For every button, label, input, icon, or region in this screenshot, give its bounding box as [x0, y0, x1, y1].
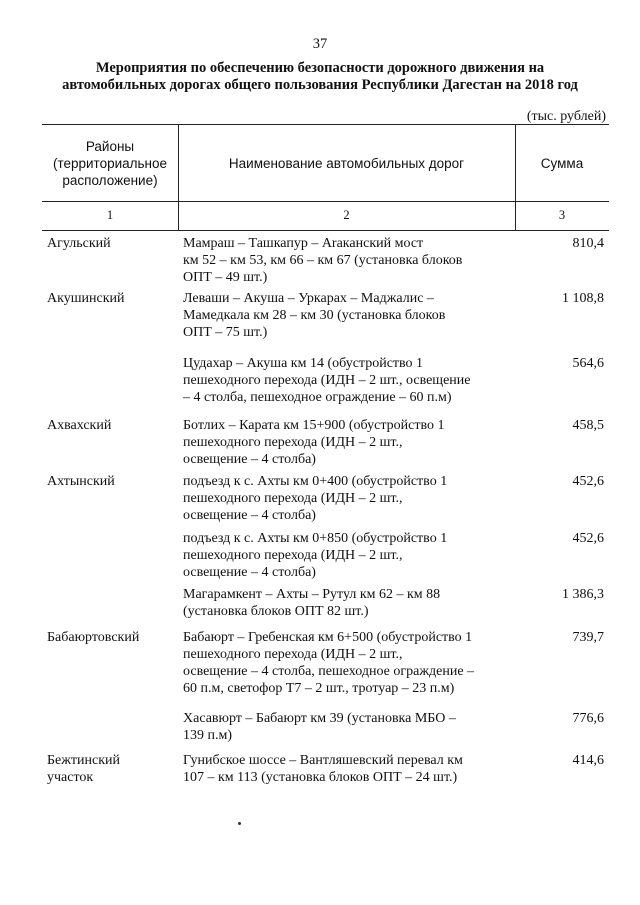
row-road-line: 60 п.м, светофор Т7 – 2 шт., тротуар – 23 п.м) — [183, 681, 455, 696]
row-sum: 776,6 — [572, 711, 604, 726]
header-districts-line: расположение) — [62, 173, 158, 188]
row-road-line: ОПТ – 49 шт.) — [183, 270, 268, 285]
header-districts-line: Районы — [85, 139, 135, 154]
column-number-3: 3 — [558, 208, 566, 222]
row-road-name — [183, 355, 518, 406]
row-road-line: освещение – 4 столба) — [183, 452, 316, 467]
row-road-name — [183, 530, 518, 581]
column-number-2: 2 — [343, 208, 350, 222]
header-districts — [42, 138, 178, 189]
row-road-line: подъезд к с. Ахты км 0+400 (обустройство 1 — [183, 474, 448, 489]
row-road-line: пешеходного перехода (ИДН – 2 шт., — [183, 491, 403, 506]
row-road-line: освещение – 4 столба, пешеходное ограждение – — [183, 664, 475, 679]
header-bottom-rule — [42, 201, 609, 202]
row-district — [47, 235, 175, 252]
row-district-line: Ахвахский — [47, 418, 112, 433]
row-district-line: Бабаюртовский — [47, 630, 140, 645]
row-sum: 414,6 — [572, 753, 604, 768]
row-road-line: подъезд к с. Ахты км 0+850 (обустройство 1 — [183, 531, 448, 546]
row-road-line: Мамедкала км 28 – км 30 (установка блоков — [183, 308, 446, 323]
row-road-line: пешеходного перехода (ИДН – 2 шт., — [183, 435, 403, 450]
row-sum: 810,4 — [572, 236, 604, 251]
row-road-line: Магарамкент – Ахты – Рутул км 62 – км 88 — [183, 587, 441, 602]
row-road-line: пешеходного перехода (ИДН – 2 шт., — [183, 647, 403, 662]
page-number: 37 — [312, 36, 328, 52]
row-road-name — [183, 290, 518, 341]
row-road-line: Мамраш – Ташкапур – Araканский мост — [183, 236, 424, 251]
row-district — [47, 417, 175, 434]
row-road-line: ОПТ – 75 шт.) — [183, 325, 268, 340]
table-top-rule — [42, 124, 609, 125]
document-title — [30, 60, 610, 94]
row-road-line: пешеходного перехода (ИДН – 2 шт., освещение — [183, 373, 471, 388]
row-road-name — [183, 473, 518, 524]
row-district — [47, 290, 175, 307]
row-district-line: Ахтынский — [47, 474, 115, 489]
row-road-line: Ботлих – Карата км 15+900 (обустройство 1 — [183, 418, 445, 433]
row-road-line: Хасавюрт – Бабаюрт км 39 (установка МБО – — [183, 711, 456, 726]
row-road-line: 139 п.м) — [183, 728, 233, 743]
numbering-bottom-rule — [42, 230, 609, 231]
row-road-line: пешеходного перехода (ИДН – 2 шт., — [183, 548, 403, 563]
header-road-name: Наименование автомобильных дорог — [228, 156, 465, 171]
title-line-2: автомобильных дорогах общего пользования Республики Дагестан на 2018 год — [62, 77, 578, 93]
row-sum: 458,5 — [572, 418, 604, 433]
row-road-line: 107 – км 113 (установка блоков ОПТ – 24 шт.) — [183, 770, 458, 785]
row-road-name — [183, 752, 518, 786]
header-districts-line: (территориальное — [52, 156, 168, 171]
row-road-line: Леваши – Акуша – Уркарах – Маджалис – — [183, 291, 434, 306]
row-road-line: (установка блоков ОПТ 82 шт.) — [183, 604, 369, 619]
row-road-name — [183, 710, 518, 744]
row-road-name — [183, 417, 518, 468]
row-district-line: Бежтинский — [47, 753, 121, 768]
row-road-name — [183, 629, 518, 697]
row-road-line: Цудахар – Акуша км 14 (обустройство 1 — [183, 356, 424, 371]
row-road-line: освещение – 4 столба) — [183, 508, 316, 523]
row-road-line: освещение – 4 столба) — [183, 565, 316, 580]
row-road-line: км 52 – км 53, км 66 – км 67 (установка блоков — [183, 253, 463, 268]
row-district-line: Агульский — [47, 236, 111, 251]
header-sum: Сумма — [540, 156, 584, 171]
row-district — [47, 473, 175, 490]
unit-label: (тыс. рублей) — [526, 109, 606, 124]
row-sum: 1 108,8 — [562, 291, 604, 306]
row-road-line: Гунибское шоссе – Вантляшевский перевал км — [183, 753, 463, 768]
row-road-name — [183, 235, 518, 286]
row-road-line: Бабаюрт – Гребенская км 6+500 (обустройство 1 — [183, 630, 473, 645]
row-road-line: – 4 столба, пешеходное ограждение – 60 п.м) — [183, 390, 452, 405]
row-road-name — [183, 586, 518, 620]
row-sum: 452,6 — [572, 474, 604, 489]
row-sum: 564,6 — [572, 356, 604, 371]
row-district-line: Акушинский — [47, 291, 125, 306]
row-district — [47, 629, 175, 646]
row-sum: 739,7 — [572, 630, 604, 645]
title-line-1: Мероприятия по обеспечению безопасности дорожного движения на — [95, 60, 545, 76]
dot-mark — [238, 822, 241, 825]
column-number-1: 1 — [106, 208, 114, 222]
row-district — [47, 752, 175, 786]
row-sum: 1 386,3 — [562, 587, 604, 602]
row-sum: 452,6 — [572, 531, 604, 546]
row-district-line: участок — [47, 770, 94, 785]
